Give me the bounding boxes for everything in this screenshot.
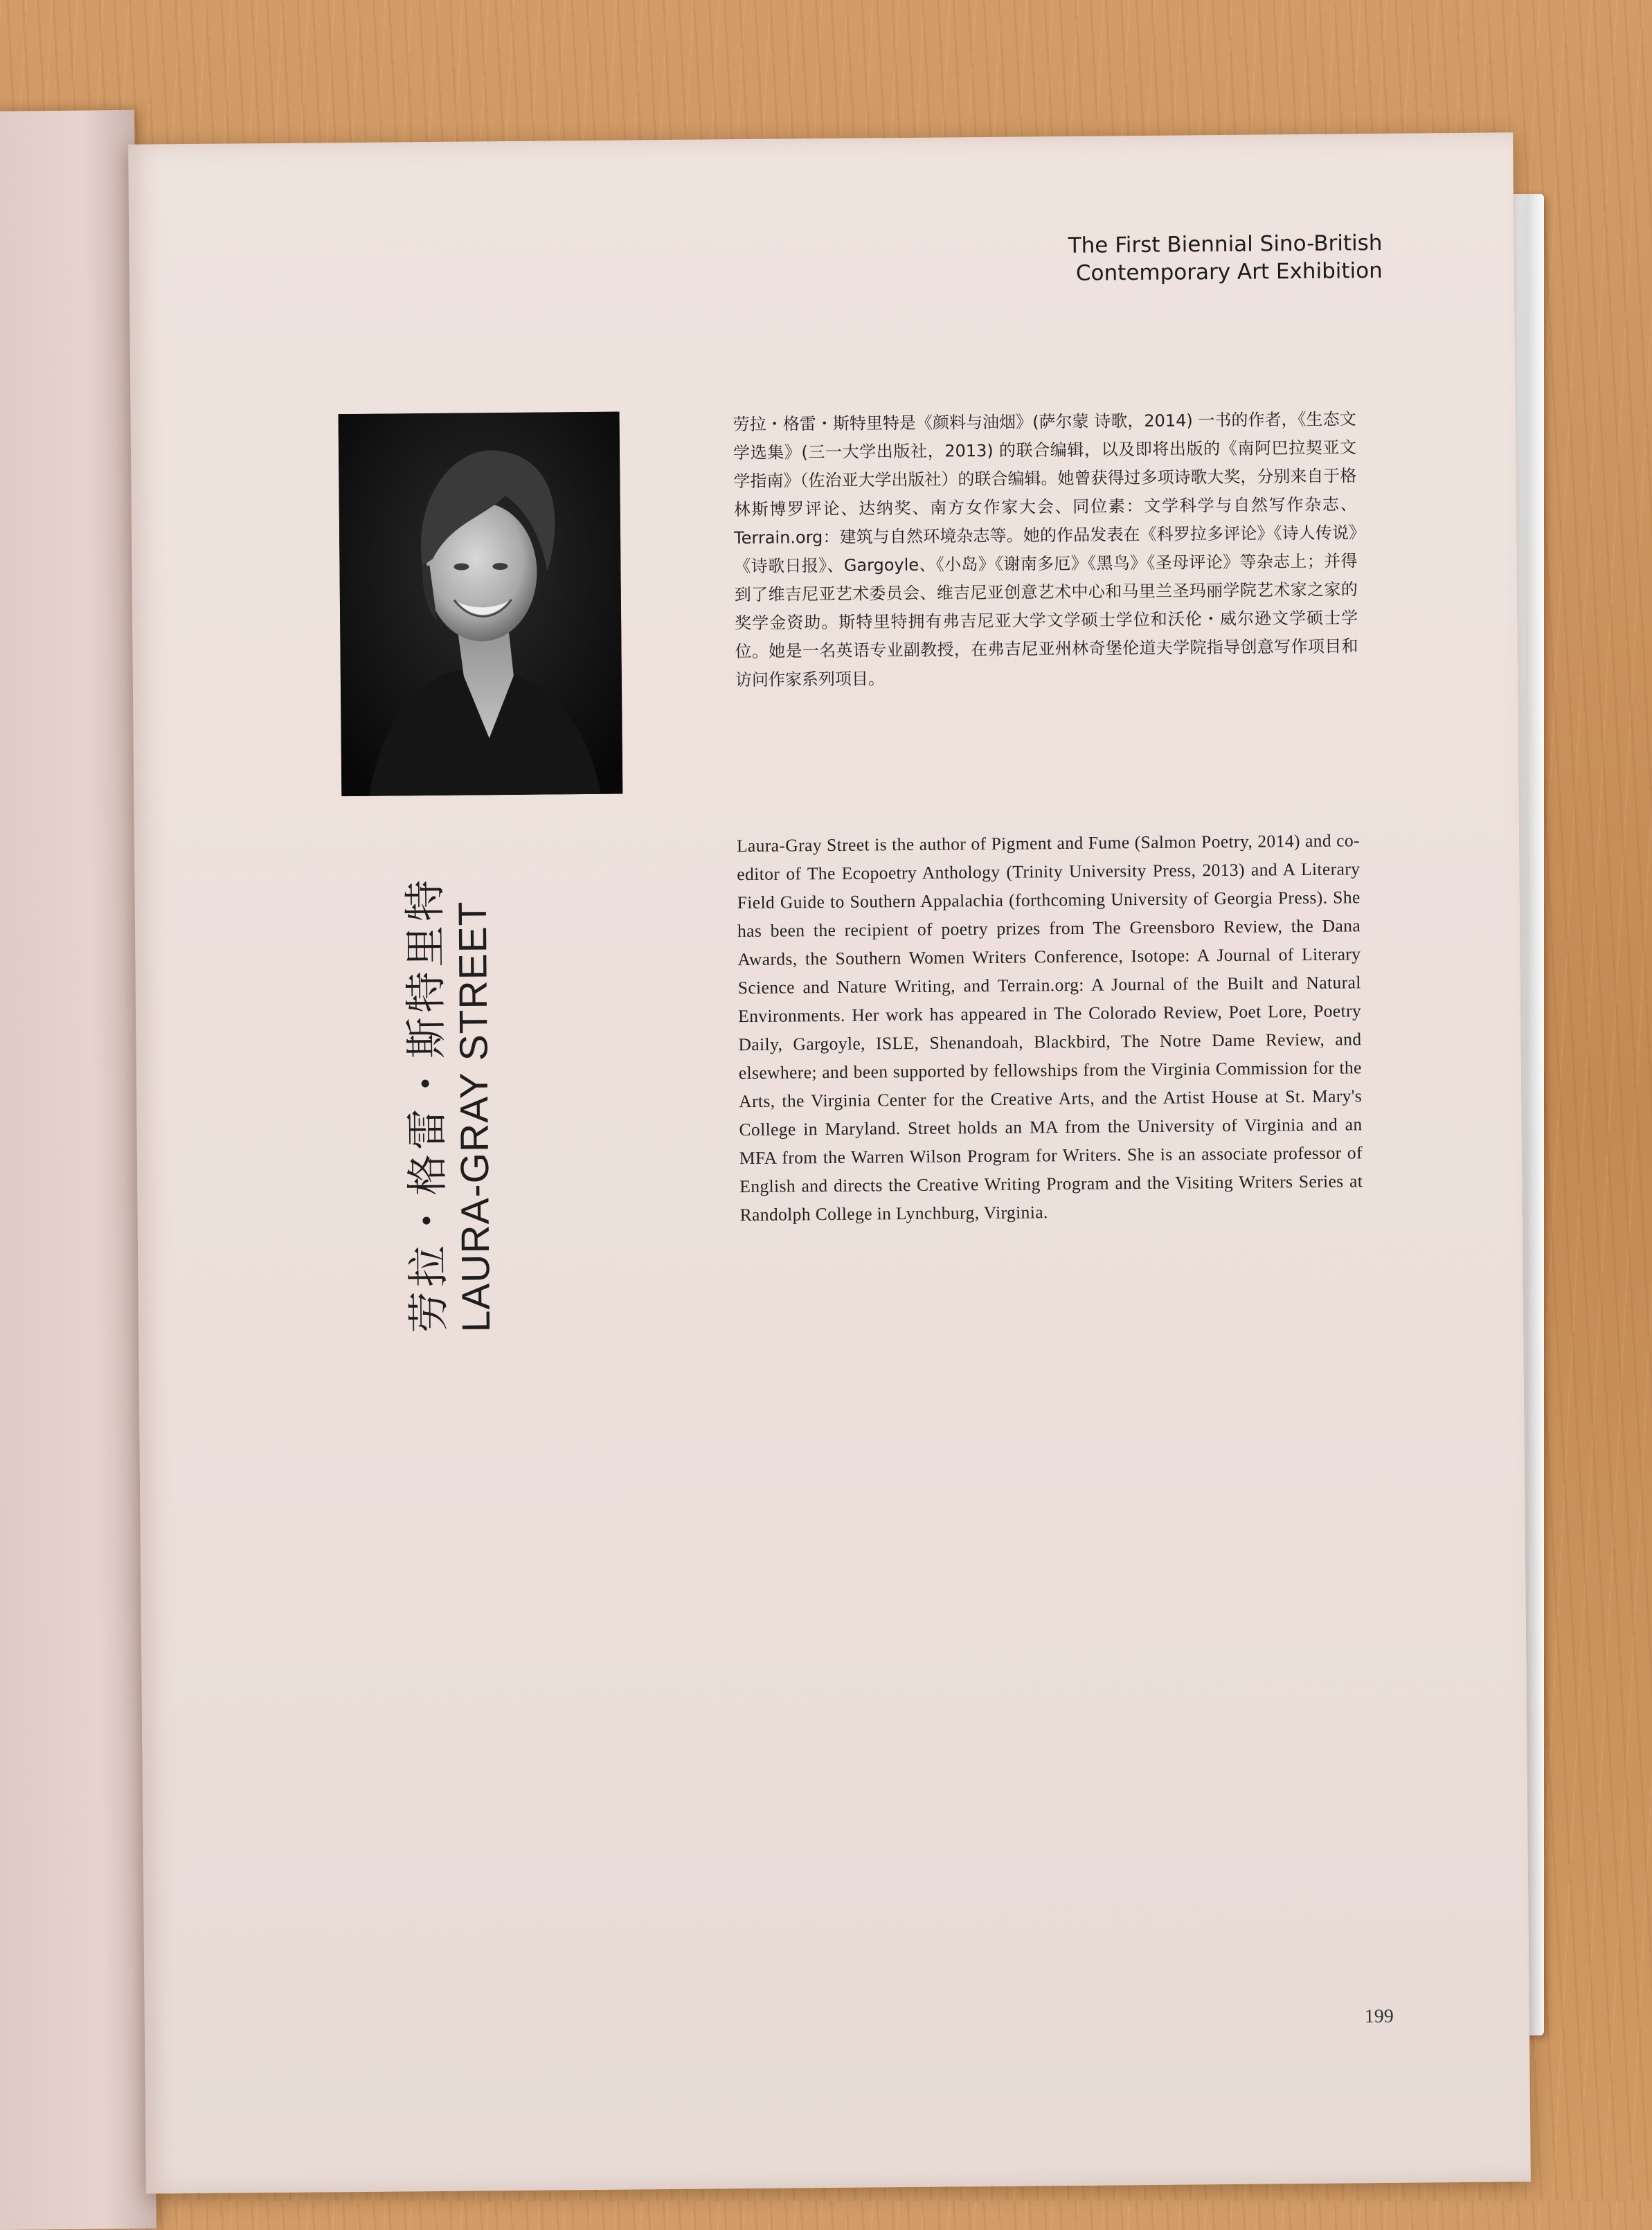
page-number: 199	[1364, 2005, 1394, 2028]
artist-portrait	[339, 412, 623, 797]
header-line-1: The First Biennial Sino-British	[1068, 230, 1383, 258]
biography-english: Laura-Gray Street is the author of Pigment and Fume (Salmon Poetry, 2014) and co-editor of The Ecopoetry Anthology (Trinity University Press, 2013) and A Literary Field Guide to Southern Appalachia (forthcoming University of Georgia Press). She has been the recipient of poetry prizes from The Greensboro Review, the Dana Awards, the Southern Women Writers Conference, Isotope: A Journal of Literary Science and Nature Writing, and Terrain.org: A Journal of the Built and Natural Environments. Her work has appeared in The Colorado Review, Poet Lore, Poetry Daily, Gargoyle, ISLE, Shenandoah, Blackbird, The Notre Dame Review, and elsewhere; and been supported by fellowships from the Virginia Commission for the Arts, the Virginia Center for the Creative Arts, and the Artist House at St. Mary's College in Maryland. Street holds an MA from the University of Virginia and an MFA from the Warren Wilson Program for Writers. She is an associate professor of English and directs the Creative Writing Program and the Visiting Writers Series at Randolph College in Lynchburg, Virginia.	[736, 830, 1363, 1225]
catalog-page	[128, 132, 1531, 2193]
biography-chinese: 劳拉・格雷・斯特里特是《颜料与油烟》(萨尔蒙 诗歌，2014) 一书的作者，《生态文学选集》(三一大学出版社，2013) 的联合编辑，以及即将出版的《南阿巴拉契亚文学指南》（佐治亚大学出版社）的联合编辑。她曾获得过多项诗歌大奖，分别来自于格林斯博罗评论、达纳奖、南方女作家大会、同位素：文学科学与自然写作杂志、Terrain.org：建筑与自然环境杂志等。她的作品发表在《科罗拉多评论》《诗人传说》《诗歌日报》、Gargoyle、《小岛》《谢南多厄》《黑鸟》《圣母评论》等杂志上；并得到了维吉尼亚艺术委员会、维吉尼亚创意艺术中心和马里兰圣玛丽学院艺术家之家的奖学金资助。斯特里特拥有弗吉尼亚大学文学硕士学位和沃伦・威尔逊文学硕士学位。她是一名英语专业副教授，在弗吉尼亚州林奇堡伦道夫学院指导创意写作项目和访问作家系列项目。	[733, 409, 1358, 690]
portrait-image	[339, 412, 623, 797]
artist-name-english: LAURA-GRAY STREET	[450, 901, 499, 1333]
header-line-2: Contemporary Art Exhibition	[1075, 258, 1383, 286]
artist-name-chinese: 劳拉・格雷・斯特里特	[401, 875, 454, 1333]
running-header	[1068, 229, 1383, 287]
artist-name-vertical	[401, 834, 499, 1333]
